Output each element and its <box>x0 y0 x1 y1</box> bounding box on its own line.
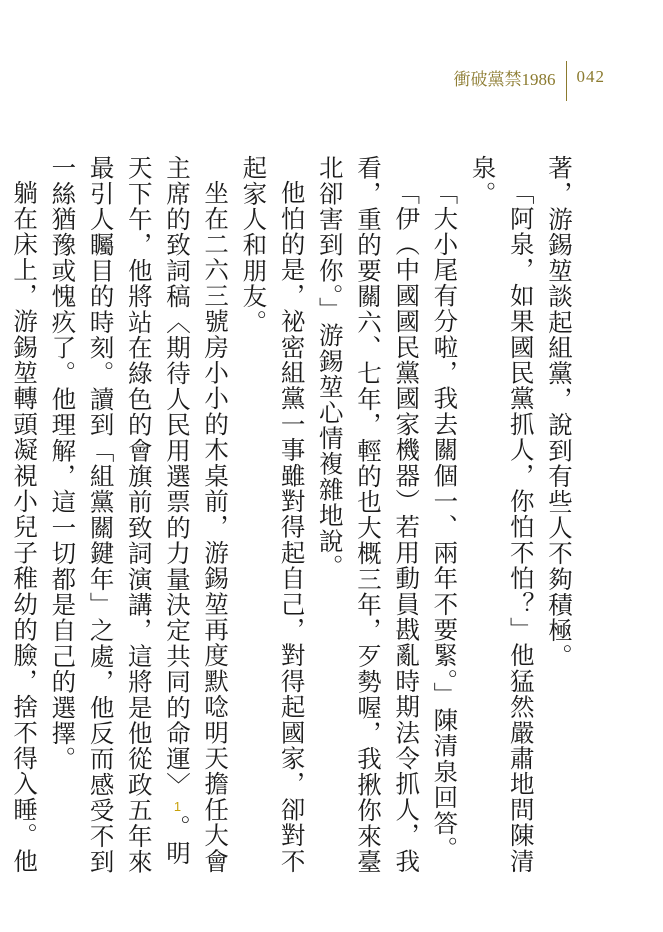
paragraph <box>0 155 43 875</box>
footnote-marker[interactable]: 1 <box>173 799 182 813</box>
body-text <box>10 155 578 875</box>
page-number: 042 <box>576 67 605 86</box>
paragraph <box>540 155 578 875</box>
paragraph <box>463 155 539 875</box>
paragraph-text: 坐在二六三號房小小的木桌前，游錫堃再度默唸明天擔任大會主席的致詞稿〈期待人民用選票的力量決定共同的命運〉 <box>162 155 231 874</box>
running-header <box>454 66 606 88</box>
paragraph <box>234 155 310 875</box>
paragraph-text: 著，游錫堃談起組黨，說到有些人不夠積極。 <box>545 155 574 669</box>
paragraph-text: 他怕的是，祕密組黨一事雖對得起自己，對得起國家，卻對不起家人和朋友。 <box>239 155 307 874</box>
book-title: 衝破黨禁1986 <box>453 69 556 89</box>
paragraph <box>425 155 463 875</box>
header-divider <box>566 61 567 101</box>
paragraph-text: 「伊（中國國民黨國家機器）若用動員戡亂時期法令抓人，我看，重的要關六、七年，輕的也大概三年，歹勢喔，我揪你來臺北卻害到你。」游錫堃心情複雜地說。 <box>315 155 422 875</box>
paragraph-text: 躺在床上，游錫堃轉頭凝視小兒子稚幼的臉，捨不得入睡。他 <box>10 179 40 874</box>
paragraph-text: 「阿泉，如果國民黨抓人，你怕不怕？」他猛然嚴肅地問陳清泉。 <box>468 155 536 874</box>
paragraph-text: 「大小尾有分啦，我去關個一、兩年不要緊。」陳清泉回答。 <box>430 179 460 862</box>
paragraph <box>43 155 234 875</box>
paragraph <box>311 155 426 875</box>
paragraph-text: 。明天下午，他將站在綠色的會旗前致詞演講，這將是他從政五年來最引人矚目的時刻。讀到「組黨關鍵年」之處，他反而感受不到一絲猶豫或愧疚了。他理解，這一切都是自己的選擇。 <box>48 155 192 875</box>
